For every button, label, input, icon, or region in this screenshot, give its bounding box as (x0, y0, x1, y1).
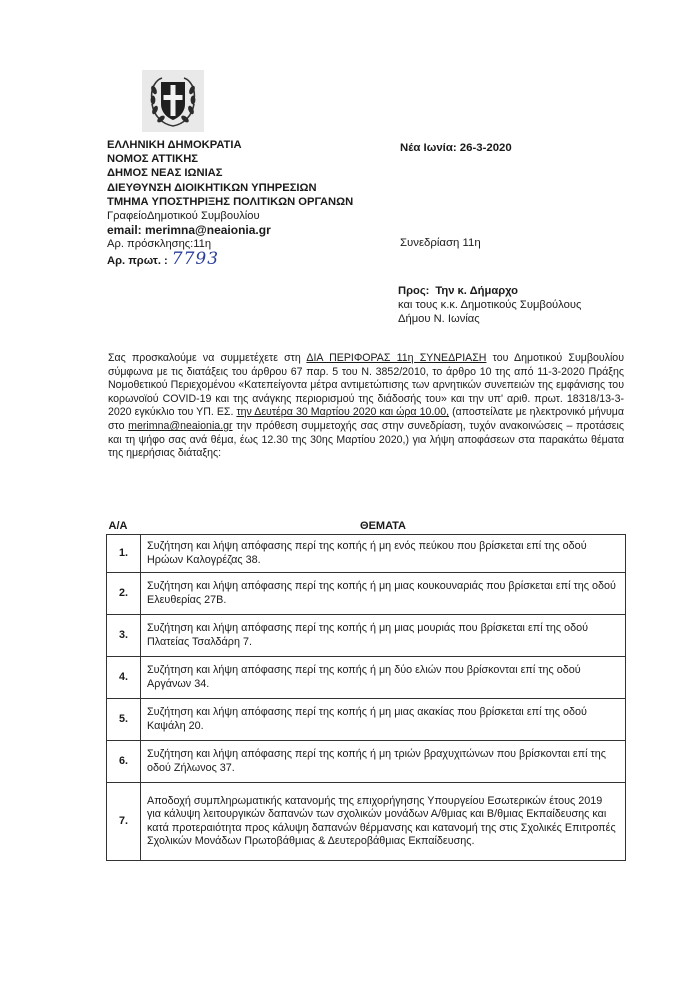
agenda-row (107, 741, 626, 783)
sender-line-prefecture: ΝΟΜΟΣ ΑΤΤΙΚΗΣ (107, 153, 199, 166)
agenda-col-number: Α/Α (108, 520, 128, 532)
body-session-title: ΔΙΑ ΠΕΡΙΦΟΡΑΣ 11η ΣΥΝΕΔΡΙΑΣΗ (306, 352, 487, 364)
agenda-row (107, 573, 626, 615)
agenda-row-text: Συζήτηση και λήψη απόφασης περί της κοπής ή μη μιας ακακίας που βρίσκεται επί της οδού Καψάλη 20. (141, 699, 626, 741)
agenda-row-text: Συζήτηση και λήψη απόφασης περί της κοπής ή μη μιας κουκουναριάς που βρίσκεται επί της οδού Ελευθερίας 27Β. (141, 573, 626, 615)
agenda-row (107, 699, 626, 741)
agenda-row-number: 3. (107, 615, 141, 657)
sender-line-municipality: ΔΗΜΟΣ ΝΕΑΣ ΙΩΝΙΑΣ (107, 167, 223, 180)
body-email-link[interactable]: merimna@neaionia.gr (128, 419, 233, 432)
agenda-row-number: 7. (107, 783, 141, 861)
recipients-line-3: Δήμου Ν. Ιωνίας (398, 313, 480, 325)
agenda-row-text: Συζήτηση και λήψη απόφασης περί της κοπής ή μη ενός πεύκου που βρίσκεται επί της οδού Ηρώων Καλογρέζας 38. (141, 535, 626, 573)
agenda-row-number: 6. (107, 741, 141, 783)
agenda-row-text: Αποδοχή συμπληρωματικής κατανομής της επιχορήγησης Υπουργείου Εσωτερικών έτους 2019 για κάλυψη λειτουργικών δαπανών των σχολικών μονάδων Α/θμιας και Β/θμιας Εκπαίδευσης και κατά προτεραιότητα προς κάλυψη δαπανών θέρμανσης και κατανομή της στις Σχολικές Επιτροπές Σχολικών Μονάδων Πρωτοβάθμιας & Δευτεροβάθμιας Εκπαίδευσης. (141, 783, 626, 861)
greek-coat-of-arms-seal (142, 70, 204, 132)
body-text-1: Σας προσκαλούμε να συμμετέχετε στη (108, 352, 307, 364)
agenda-row-text: Συζήτηση και λήψη απόφασης περί της κοπής ή μη τριών βραχυχιτώνων που βρίσκονται επί της οδού Ζήλωνος 37. (141, 741, 626, 783)
body-session-datetime: την Δευτέρα 30 Μαρτίου 2020 και ώρα 10.00, (236, 406, 450, 419)
recipients-line-2: και τους κ.κ. Δημοτικούς Συμβούλους (398, 299, 582, 311)
sender-line-country: ΕΛΛΗΝΙΚΗ ΔΗΜΟΚΡΑΤΙΑ (107, 139, 242, 151)
recipients-line-1 (398, 284, 581, 298)
document-date: Νέα Ιωνία: 26-3-2020 (400, 142, 512, 154)
agenda-row-number: 5. (107, 699, 141, 741)
agenda-row (107, 657, 626, 699)
sender-line-department: ΤΜΗΜΑ ΥΠΟΣΤΗΡΙΞΗΣ ΠΟΛΙΤΙΚΩΝ ΟΡΓΑΝΩΝ (107, 195, 354, 208)
sender-line-directorate: ΔΙΕΥΘΥΝΣΗ ΔΙΟΙΚΗΤΙΚΩΝ ΥΠΗΡΕΣΙΩΝ (107, 181, 317, 194)
sender-email: email: merimna@neaionia.gr (107, 223, 271, 238)
session-label: Συνεδρίαση 11η (400, 237, 481, 249)
recipient-mayor: Την κ. Δήμαρχο (435, 285, 518, 297)
body-text-2: του Δημοτικού Συμβουλίου σύμφωνα με τις διατάξεις του άρθρου 67 παρ. 5 του Ν. 3852/2010, το άρθρο 10 της από 11-3-2020 Πράξης Νομοθετικού Περιεχομένου «Κατεπείγοντα μέτρα αντιμετώπισης των αρνητικών συνεπειών της εμφάνισης του κορωνοϊού COVID-19 και της ανάγκης περιορισμού της διάδοσής του» και την υπ' αριθ. πρωτ. 18318/13-3-2020 εγκύκλιο του ΥΠ. ΕΣ. (108, 352, 624, 419)
agenda-row-text: Συζήτηση και λήψη απόφασης περί της κοπής ή μη μιας μουριάς που βρίσκεται επί της οδού Πλατείας Τσαλδάρη 7. (141, 615, 626, 657)
agenda-table (106, 518, 626, 861)
sender-line-office: ΓραφείοΔημοτικού Συμβουλίου (107, 210, 260, 223)
protocol-label: Αρ. πρωτ. : (107, 254, 168, 267)
agenda-row (107, 615, 626, 657)
agenda-col-topics: ΘΕΜΑΤΑ (360, 520, 406, 532)
body-text-4: την πρόθεση συμμετοχής σας στην συνεδρίαση, τυχόν ανακοινώσεις – προτάσεις και τη ψήφο σας ανά θέμα, έως 12.30 της 30ης Μαρτίου 2020,) για λήψη αποφάσεων στα παρακάτω θέματα της ημερήσιας διάταξης: (108, 419, 624, 460)
recipients-label: Προς: (398, 285, 430, 297)
recipients-block (398, 284, 581, 326)
invite-number: Αρ. πρόσκλησης:11η (107, 238, 212, 251)
agenda-header-row (107, 518, 626, 535)
agenda-row (107, 535, 626, 573)
protocol-handwritten-number: 7793 (171, 248, 220, 269)
protocol-number (107, 248, 353, 269)
agenda-row-number: 4. (107, 657, 141, 699)
agenda-row-number: 2. (107, 573, 141, 615)
invitation-body (108, 352, 624, 461)
agenda-row (107, 783, 626, 861)
agenda-row-text: Συζήτηση και λήψη απόφασης περί της κοπής ή μη δύο ελιών που βρίσκονται επί της οδού Αργάνων 34. (141, 657, 626, 699)
sender-block (107, 138, 353, 268)
agenda-row-number: 1. (107, 535, 141, 573)
body-text-3: (αποστείλατε με ηλεκτρονικό μήνυμα στο (108, 406, 624, 432)
